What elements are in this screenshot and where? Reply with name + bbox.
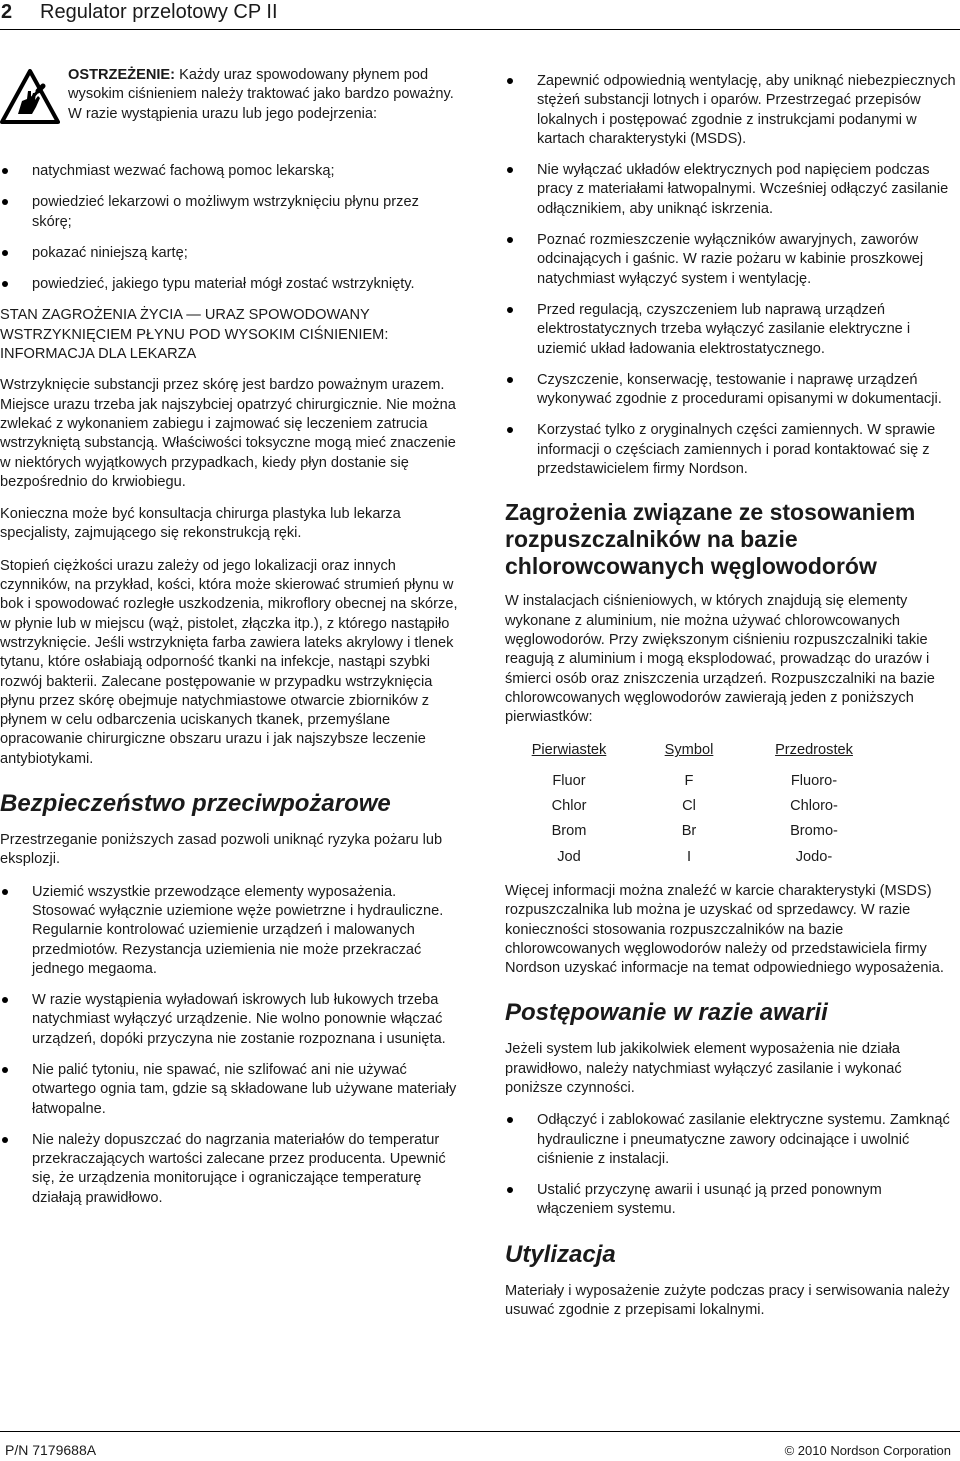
- table-cell: Fluoro-: [790, 772, 838, 789]
- document-title: Regulator przelotowy CP II: [40, 1, 278, 23]
- list-item: natychmiast wezwać fachową pomoc lekarską;: [0, 162, 462, 181]
- table-cell: Bromo-: [790, 823, 838, 840]
- disposal-heading: Utylizacja: [505, 1240, 616, 1268]
- list-item: Nie należy dopuszczać do nagrzania materiałów do temperatur przekraczających wartości zalecane przez producenta. Upewnić się, że urządzenia monitorujące i ograniczające temperaturę działają prawidłowo.: [0, 1131, 462, 1208]
- table-cell: Jodo-: [795, 848, 833, 865]
- fire-intro: Przestrzeganie poniższych zasad pozwoli uniknąć ryzyka pożaru lub eksplozji.: [0, 832, 443, 868]
- solvent-hazard-heading: Zagrożenia związane ze stosowaniem rozpuszczalników na bazie chlorowcowanych węglowodorów: [505, 499, 916, 580]
- table-cell: I: [686, 848, 692, 865]
- column-header: Pierwiastek: [531, 742, 607, 759]
- table-cell: Br: [681, 823, 697, 840]
- warning-block: [0, 66, 462, 146]
- page-header: [0, 0, 960, 24]
- list-item: Uziemić wszystkie przewodzące elementy wyposażenia. Stosować wyłącznie uziemione węże powietrzne i hydrauliczne. Regularnie kontrolować uziemienie urządzeń i malowanych przedmiotów. Rezystancja uziemienia nie może przekraczać jednego megaoma.: [0, 883, 462, 979]
- list-item: Poznać rozmieszczenie wyłączników awaryjnych, zaworów odcinających i gaśnic. W razie pożaru w kabinie proszkowej natychmiast wyłączyć system i wentylację.: [505, 231, 960, 289]
- warning-text: [68, 66, 462, 124]
- fire-list-continued: [505, 72, 960, 479]
- left-column: [0, 66, 462, 1220]
- disposal-paragraph: Materiały i wyposażenie zużyte podczas pracy i serwisowania należy usuwać zgodnie z przepisami lokalnymi.: [505, 1282, 950, 1319]
- halogen-table: [509, 741, 879, 869]
- table-cell: Fluor: [552, 772, 586, 789]
- injection-paragraph: Wstrzyknięcie substancji przez skórę jest bardzo poważnym urazem. Miejsce urazu trzeba jak najszybciej opatrzyć chirurgicznie. Nie można zwlekać z wykonaniem zabiegu i zajmować się leczeniem zatrucia wstrzykniętą substancją. Właściwości toksyczne mogą mieć znaczenie w niektórych wyjątkowych przypadkach, kiedy płyn dostanie się bezpośrednio do krwiobiegu.: [0, 377, 456, 490]
- table-cell: F: [684, 772, 694, 789]
- table-cell: Cl: [682, 798, 696, 815]
- list-item: pokazać niniejszą kartę;: [0, 244, 462, 263]
- page-footer: [0, 1431, 960, 1461]
- emergency-list: [505, 1111, 960, 1219]
- table-header-row: [509, 741, 879, 768]
- right-column: [505, 72, 960, 1333]
- fire-safety-heading: Bezpieczeństwo przeciwpożarowe: [0, 790, 391, 818]
- table-cell: Chlor: [551, 798, 587, 815]
- emergency-paragraph: Jeżeli system lub jakikolwiek element wyposażenia nie działa prawidłowo, należy natychmiast wyłączyć zasilanie i wykonać poniższe czynności.: [505, 1041, 902, 1096]
- list-item: Nie palić tytoniu, nie spawać, nie szlifować ani nie używać otwartego ognia tam, gdzie są składowane lub używane materiały łatwopalne.: [0, 1061, 462, 1119]
- column-header: Symbol: [664, 742, 714, 759]
- warning-label: OSTRZEŻENIE:: [68, 67, 176, 83]
- list-item: Zapewnić odpowiednią wentylację, aby uniknąć niebezpiecznych stężeń substancji lotnych i oparów. Przestrzegać przepisów lokalnych i postępować zgodnie z instrukcjami podanymi w kartach charakterystyki (MSDS).: [505, 72, 960, 149]
- solvent-paragraph: W instalacjach ciśnieniowych, w których znajdują się elementy wykonane z aluminium, nie można używać chlorowcowanych węglowodorów. Przy zwiększonym ciśnieniu rozpuszczalniki takie reagują z aluminium i mogą eksplodować, prowadząc do urazów i śmierci osób oraz zniszczenia urządzeń. Rozpuszczalniki na bazie chlorowcowanych węglowodorów zawierają jeden z poniższych pierwiastków:: [505, 593, 935, 726]
- emergency-caps-heading: STAN ZAGROŻENIA ŻYCIA — URAZ SPOWODOWANY WSTRZYKNIĘCIEM PŁYNU POD WYSOKIM CIŚNIENIEM: INFORMACJA DLA LEKARZA: [0, 307, 389, 363]
- list-item: Czyszczenie, konserwację, testowanie i naprawę urządzeń wykonywać zgodnie z procedurami opisanymi w dokumentacji.: [505, 371, 960, 410]
- copyright: © 2010 Nordson Corporation: [784, 1443, 951, 1458]
- table-cell: Chloro-: [790, 798, 838, 815]
- header-rule: [0, 29, 960, 30]
- table-row: [509, 769, 879, 794]
- warning-list: [0, 162, 462, 294]
- table-row: [509, 819, 879, 844]
- table-row: [509, 845, 879, 870]
- table-row: [509, 794, 879, 819]
- table-cell: Brom: [551, 823, 587, 840]
- solvent-paragraph-2: Więcej informacji można znaleźć w karcie charakterystyki (MSDS) rozpuszczalnika lub można je uzyskać od sprzedawcy. W razie konieczności stosowania rozpuszczalników na bazie chlorowcowanych węglowodorów należy od przedstawiciela firmy Nordson uzyskać informacje na temat odpowiedniego wyposażenia.: [505, 882, 944, 977]
- emergency-heading: Postępowanie w razie awarii: [505, 999, 828, 1027]
- warning-body: Każdy uraz spowodowany płynem pod wysokim ciśnieniem należy traktować jako bardzo poważny. W razie wystąpienia urazu lub jego podejrzenia:: [68, 67, 454, 122]
- list-item: powiedzieć lekarzowi o możliwym wstrzyknięciu płynu przez skórę;: [0, 193, 462, 232]
- list-item: powiedzieć, jakiego typu materiał mógł zostać wstrzyknięty.: [0, 275, 462, 294]
- list-item: Ustalić przyczynę awarii i usunąć ją przed ponownym włączeniem systemu.: [505, 1181, 960, 1220]
- list-item: Nie wyłączać układów elektrycznych pod napięciem podczas pracy z materiałami łatwopalnymi. Wcześniej odłączyć zasilanie odłącznikiem, aby uniknąć iskrzenia.: [505, 161, 960, 219]
- consultation-paragraph: Konieczna może być konsultacja chirurga plastyka lub lekarza specjalisty, zajmującego się rekonstrukcją ręki.: [0, 506, 401, 542]
- column-header: Przedrostek: [775, 742, 853, 759]
- list-item: Odłączyć i zablokować zasilanie elektryczne systemu. Zamknąć hydrauliczne i pneumatyczne zawory odcinające i uwolnić ciśnienie z instalacji.: [505, 1111, 960, 1169]
- page-number: 2: [1, 1, 13, 23]
- list-item: Korzystać tylko z oryginalnych części zamiennych. W sprawie informacji o częściach zamiennych i porad kontaktować się z przedstawicielem firmy Nordson.: [505, 421, 960, 479]
- hand-injection-warning-icon: [0, 69, 60, 125]
- list-item: Przed regulacją, czyszczeniem lub naprawą urządzeń elektrostatycznych trzeba wyłączyć zasilanie elektryczne i uziemić układ ładowania elektrostatycznego.: [505, 301, 960, 359]
- fire-list: [0, 883, 462, 1208]
- part-number: P/N 7179688A: [5, 1442, 97, 1458]
- list-item: W razie wystąpienia wyładowań iskrowych lub łukowych trzeba natychmiast wyłączyć urządzenie. Nie wolno ponownie włączać urządzeń, dopóki przyczyna nie zostanie rozpoznana i usunięta.: [0, 991, 462, 1049]
- table-cell: Jod: [557, 848, 581, 865]
- severity-paragraph: Stopień ciężkości urazu zależy od jego lokalizacji oraz innych czynników, na przykład, kości, która może skierować strumień płynu w bok i spowodować rozległe uszkodzenia, mikroflory obecnej na skórze, w płynie lub w miejscu (wąż, pistolet, złączka itp.), z którego nastąpiło wstrzyknięcie. Jeśli wstrzyknięta farba zawiera lateks akrylowy i tlenek tytanu, które osłabiają odporność tkanki na infekcje, nastąpi szybki rozwój bakterii. Zalecane postępowanie w przypadku wstrzyknięcia płynu przez skórę obejmuje natychmiastowe otwarcie zbiorników z płynem w celu odbarczenia uciskanych tkanek, przemyślane opracowanie chirurgiczne obszaru urazu i jak najszybsze leczenie antybiotykami.: [0, 557, 458, 767]
- footer-rule: [0, 1431, 960, 1432]
